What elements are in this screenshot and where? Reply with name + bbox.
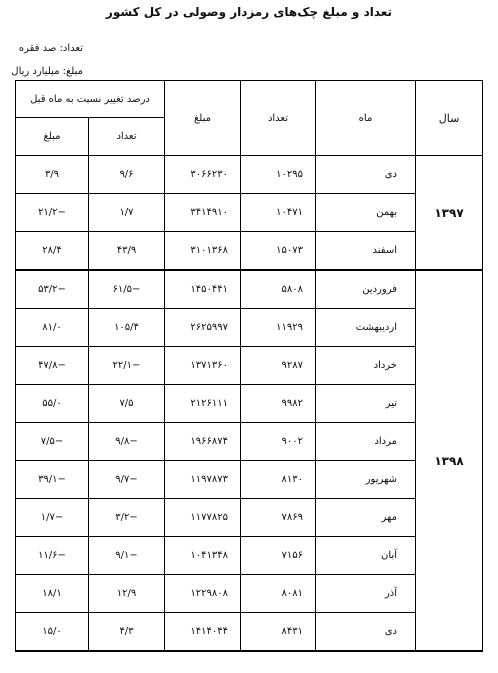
amount-cell: ۱۲۲۹۸۰۸ (165, 575, 241, 613)
month-cell: خرداد (316, 347, 416, 385)
month-cell: اردیبهشت (316, 309, 416, 347)
table-row (16, 232, 483, 271)
pct-amount-cell: −۱۱/۶ (16, 537, 89, 575)
table-row (16, 156, 483, 194)
count-cell: ۱۰۴۷۱ (241, 194, 316, 232)
pct-count-cell: −۶۱/۵ (89, 270, 165, 309)
year-cell: ۱۳۹۸ (416, 270, 483, 651)
pct-amount-cell: ۱۸/۱ (16, 575, 89, 613)
month-cell: بهمن (316, 194, 416, 232)
year-cell: ۱۳۹۷ (416, 156, 483, 271)
amount-cell: ۳۴۱۴۹۱۰ (165, 194, 241, 232)
pct-count-cell: ۴/۳ (89, 613, 165, 652)
table-row (16, 194, 483, 232)
amount-cell: ۱۱۷۷۸۲۵ (165, 499, 241, 537)
pct-count-cell: −۹/۷ (89, 461, 165, 499)
count-unit-note: تعداد: صد فقره (18, 43, 83, 54)
amount-cell: ۱۳۷۱۳۶۰ (165, 347, 241, 385)
month-cell: مرداد (316, 423, 416, 461)
count-cell: ۹۹۸۲ (241, 385, 316, 423)
amount-cell: ۲۶۲۵۹۹۷ (165, 309, 241, 347)
pct-count-cell: −۹/۸ (89, 423, 165, 461)
amount-cell: ۳۱۰۱۳۶۸ (165, 232, 241, 271)
header-pct-amount: مبلغ (16, 118, 89, 156)
table-row (16, 347, 483, 385)
amount-cell: ۱۹۶۶۸۷۴ (165, 423, 241, 461)
month-cell: فروردین (316, 270, 416, 309)
count-cell: ۸۱۳۰ (241, 461, 316, 499)
pct-count-cell: ۹/۶ (89, 156, 165, 194)
pct-amount-cell: −۵۳/۲ (16, 270, 89, 309)
table-body (16, 156, 483, 652)
pct-count-cell: −۹/۱ (89, 537, 165, 575)
pct-amount-cell: ۸۱/۰ (16, 309, 89, 347)
count-cell: ۸۴۳۱ (241, 613, 316, 652)
amount-cell: ۱۱۹۷۸۷۳ (165, 461, 241, 499)
amount-cell: ۱۴۱۴۰۴۴ (165, 613, 241, 652)
cheques-table (15, 80, 483, 652)
table-row (16, 575, 483, 613)
pct-amount-cell: −۷/۵ (16, 423, 89, 461)
month-cell: آذر (316, 575, 416, 613)
amount-cell: ۳۰۶۶۲۳۰ (165, 156, 241, 194)
table-row (16, 499, 483, 537)
month-cell: شهریور (316, 461, 416, 499)
amount-cell: ۱۰۴۱۳۴۸ (165, 537, 241, 575)
amount-unit-note: مبلغ: میلیارد ریال (11, 66, 83, 77)
header-amount: مبلغ (165, 81, 241, 156)
count-cell: ۷۸۶۹ (241, 499, 316, 537)
pct-count-cell: −۳/۲ (89, 499, 165, 537)
header-month: ماه (316, 81, 416, 156)
pct-count-cell: ۱۲/۹ (89, 575, 165, 613)
month-cell: مهر (316, 499, 416, 537)
amount-cell: ۱۴۵۰۴۴۱ (165, 270, 241, 309)
count-cell: ۸۰۸۱ (241, 575, 316, 613)
table-row (16, 613, 483, 652)
count-cell: ۱۱۹۲۹ (241, 309, 316, 347)
pct-amount-cell: ۱۵/۰ (16, 613, 89, 652)
pct-amount-cell: −۱/۷ (16, 499, 89, 537)
page-title: تعداد و مبلغ چک‌های رمزدار وصولی در کل کشور (105, 5, 393, 19)
table-row (16, 385, 483, 423)
count-cell: ۷۱۵۶ (241, 537, 316, 575)
pct-amount-cell: −۲۱/۲ (16, 194, 89, 232)
amount-cell: ۲۱۲۶۱۱۱ (165, 385, 241, 423)
header-year: سال (416, 81, 483, 156)
table-row (16, 461, 483, 499)
table-row (16, 537, 483, 575)
month-cell: اسفند (316, 232, 416, 271)
pct-amount-cell: ۵۵/۰ (16, 385, 89, 423)
pct-amount-cell: −۳۹/۱ (16, 461, 89, 499)
table-row (16, 423, 483, 461)
table-row (16, 270, 483, 309)
pct-count-cell: ۴۳/۹ (89, 232, 165, 271)
pct-count-cell: ۱/۷ (89, 194, 165, 232)
count-cell: ۹۲۸۷ (241, 347, 316, 385)
header-pct-count: تعداد (89, 118, 165, 156)
pct-count-cell: −۲۲/۱ (89, 347, 165, 385)
table-row (16, 309, 483, 347)
pct-count-cell: ۱۰۵/۴ (89, 309, 165, 347)
month-cell: دی (316, 156, 416, 194)
pct-amount-cell: ۳/۹ (16, 156, 89, 194)
month-cell: دی (316, 613, 416, 652)
count-cell: ۵۸۰۸ (241, 270, 316, 309)
pct-amount-cell: −۴۷/۸ (16, 347, 89, 385)
header-pct-change: درصد تغییر نسبت به ماه قبل (16, 81, 165, 118)
count-cell: ۱۵۰۷۳ (241, 232, 316, 271)
month-cell: تیر (316, 385, 416, 423)
pct-count-cell: ۷/۵ (89, 385, 165, 423)
month-cell: آبان (316, 537, 416, 575)
header-count: تعداد (241, 81, 316, 156)
count-cell: ۱۰۲۹۵ (241, 156, 316, 194)
count-cell: ۹۰۰۲ (241, 423, 316, 461)
pct-amount-cell: ۲۸/۴ (16, 232, 89, 271)
